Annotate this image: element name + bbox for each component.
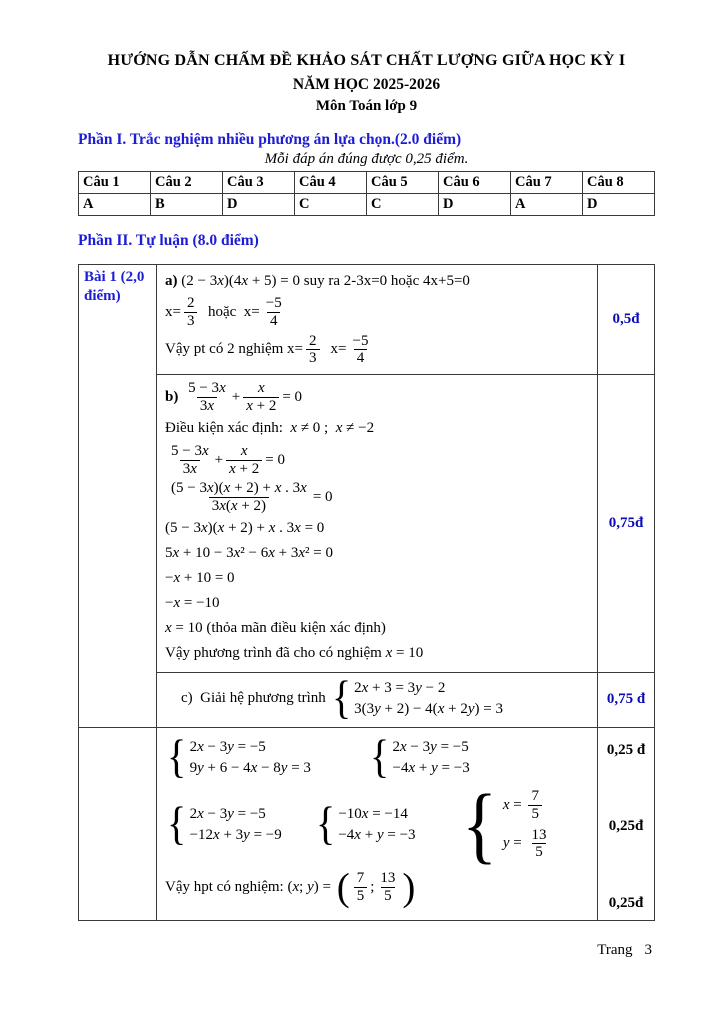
paren-content	[351, 870, 402, 905]
math-variable: x	[257, 380, 265, 397]
system-row	[338, 827, 415, 844]
math-run	[241, 443, 248, 459]
math-run: 9y + 6 − 4x − 8y = 3	[189, 759, 311, 776]
math-line	[165, 672, 591, 725]
system-rows	[338, 804, 415, 846]
math-variable: x	[240, 442, 248, 459]
math-variable: y	[431, 759, 438, 776]
math-run: x = 10	[165, 620, 207, 637]
subject-title: Môn Toán lớp 9	[315, 98, 418, 114]
math-line	[165, 418, 591, 440]
math-variable: x	[197, 738, 204, 755]
document-title: HƯỚNG DẪN CHẤM ĐỀ KHẢO SÁT CHẤT LƯỢNG GIỮA HỌC KỲ I	[107, 52, 626, 69]
math-run: x + 2	[229, 460, 260, 477]
math-variable: x	[201, 442, 209, 459]
math-line	[165, 295, 591, 330]
open-paren: (	[336, 865, 350, 909]
math-run: −5	[265, 295, 282, 311]
fraction-denominator	[528, 805, 542, 823]
footer-page-number	[597, 942, 652, 959]
math-variable: x	[400, 738, 407, 755]
fraction-numerator	[168, 480, 310, 497]
math-variable: x	[268, 545, 275, 562]
math-variable: x	[361, 805, 369, 822]
math-run: 2x + 3 = 3y − 2	[354, 679, 446, 696]
score-b: 0,75đ	[598, 375, 655, 673]
math-run: 5x + 10 − 3x² − 6x + 3x² = 0	[165, 545, 334, 562]
math-variable: x	[229, 460, 236, 477]
answer-table	[78, 171, 655, 216]
math-variable: x	[298, 545, 306, 562]
system-row	[190, 827, 282, 844]
math-variable: x	[230, 498, 238, 515]
system-row	[190, 806, 282, 823]
math-run: x + 2	[246, 397, 277, 414]
math-run: 2x − 3y = −5	[189, 805, 266, 822]
fraction-numerator	[354, 870, 368, 887]
fraction-denominator	[197, 397, 217, 415]
math-variable: x	[219, 380, 226, 397]
math-run: = 0	[282, 388, 303, 405]
equation-system	[461, 776, 553, 873]
answer-cell: A	[511, 194, 583, 216]
fraction-numerator	[185, 380, 229, 397]
footer-page: 3	[644, 942, 652, 958]
question-header-cell: Câu 4	[295, 172, 367, 194]
math-run: −x + 10 = 0	[165, 570, 235, 587]
system-rows	[393, 737, 470, 779]
answer-cell: A	[79, 194, 151, 216]
math-run: 13	[531, 826, 547, 843]
math-variable: x	[197, 805, 204, 822]
math-line	[165, 731, 591, 784]
math-variable: x	[219, 498, 226, 515]
answer-table-header-row	[79, 172, 655, 194]
text-run: x=	[330, 341, 347, 358]
title-block	[78, 52, 655, 115]
math-variable: x	[206, 480, 214, 497]
fraction-denominator	[184, 312, 198, 330]
close-paren: )	[402, 865, 416, 909]
math-variable: x	[246, 397, 253, 414]
math-run: 3x	[182, 460, 197, 477]
fraction	[377, 870, 398, 905]
question-header-cell: Câu 8	[583, 172, 655, 194]
score-step-3: 0,25đ	[608, 894, 644, 911]
math-variable: x	[437, 700, 445, 717]
math-run: −4x + y = −3	[392, 759, 470, 776]
system-row	[190, 739, 311, 756]
solution-row-a	[79, 265, 655, 375]
math-line	[165, 270, 591, 292]
system-brace: {	[315, 797, 335, 850]
fraction-denominator	[243, 397, 279, 415]
math-variable: y	[502, 835, 510, 852]
math-run: 3	[309, 350, 317, 367]
big-paren-group	[336, 865, 416, 909]
math-variable: x	[217, 272, 224, 289]
math-line	[165, 643, 591, 665]
text-run: (thỏa mãn điều kiện xác định)	[206, 620, 386, 637]
fraction-denominator	[226, 460, 262, 478]
answer-cell: D	[583, 194, 655, 216]
system-brace: {	[167, 797, 187, 850]
system-row	[393, 760, 470, 777]
math-variable: x	[408, 759, 416, 776]
question-header-cell: Câu 6	[439, 172, 511, 194]
math-variable: x	[292, 878, 300, 895]
math-line	[165, 443, 591, 478]
system-brace: {	[369, 731, 390, 784]
fraction-numerator	[377, 870, 398, 887]
solution-c-content	[157, 672, 598, 727]
math-run: 5 − 3x	[171, 442, 209, 459]
system-brace: {	[461, 776, 497, 873]
math-run: y =	[502, 835, 526, 852]
math-variable: x	[274, 480, 282, 497]
exercise-label-empty	[79, 727, 157, 920]
math-run: 7	[356, 870, 365, 887]
fraction-numerator	[528, 827, 549, 844]
fraction	[306, 333, 320, 368]
fraction	[528, 827, 549, 862]
part1-subtitle: Mỗi đáp án đúng được 0,25 điểm.	[264, 151, 469, 167]
math-variable: x	[294, 520, 301, 537]
math-variable: x	[173, 570, 181, 587]
math-line	[165, 543, 591, 565]
school-year-title: NĂM HỌC 2025-2026	[292, 76, 441, 93]
math-run: 2x − 3y = −5	[392, 738, 469, 755]
math-run: 3x	[199, 397, 214, 414]
fraction-numerator	[168, 443, 212, 460]
math-line	[165, 865, 591, 909]
math-variable: y	[430, 738, 437, 755]
score-c: 0,75 đ	[598, 672, 655, 727]
text-run: suy ra 2-3x=0 hoặc 4x+5=0	[299, 272, 470, 289]
system-row	[354, 680, 503, 697]
fraction-numerator	[528, 788, 542, 805]
text-run: hoặc x=	[200, 303, 260, 320]
math-run: (x; y) =	[287, 878, 335, 895]
system-brace: {	[331, 672, 351, 725]
math-run: (2 − 3x)(4x + 5) = 0	[181, 272, 300, 289]
math-variable: y	[376, 826, 384, 843]
system-rows	[503, 786, 553, 863]
math-run: 5	[531, 805, 539, 822]
solution-c-steps-content	[157, 727, 598, 920]
part2-heading: Phần II. Tự luận (8.0 điểm)	[78, 232, 259, 249]
math-run: = 0	[265, 451, 285, 468]
math-variable: x	[213, 826, 220, 843]
bold-text-run: b)	[165, 388, 183, 405]
score-stack	[600, 730, 652, 918]
math-run: 2x − 3y = −5	[189, 738, 266, 755]
answer-cell: C	[295, 194, 367, 216]
fraction	[226, 443, 262, 478]
text-run: Điều kiện xác định:	[165, 420, 291, 437]
equation-system	[315, 797, 416, 850]
math-run: 13	[380, 870, 396, 887]
fraction-numerator	[350, 333, 372, 350]
math-run: x ≠ 0 ; x ≠ −2	[290, 420, 375, 437]
answer-table-answer-row	[79, 194, 655, 216]
math-run	[258, 380, 265, 396]
math-run: 2	[186, 295, 195, 311]
math-run: −12x + 3y = −9	[189, 826, 282, 843]
question-header-cell: Câu 7	[511, 172, 583, 194]
bold-text-run: a)	[165, 272, 182, 289]
fraction-numerator	[263, 295, 285, 312]
math-variable: y	[280, 759, 288, 776]
math-line	[165, 480, 591, 515]
math-variable: x	[361, 679, 369, 696]
math-variable: y	[374, 700, 381, 717]
math-variable: x	[385, 645, 393, 662]
math-variable: x	[502, 796, 510, 813]
question-header-cell: Câu 5	[367, 172, 439, 194]
math-variable: x	[354, 826, 361, 843]
system-rows	[354, 678, 503, 720]
system-row	[393, 739, 470, 756]
math-variable: x	[290, 420, 298, 437]
footer-label: Trang	[597, 942, 633, 958]
system-row	[354, 701, 503, 718]
math-run: 3	[186, 312, 195, 329]
math-line	[165, 333, 591, 368]
system-brace: {	[167, 731, 187, 784]
fraction-numerator	[184, 295, 198, 312]
score-step-1: 0,25 đ	[606, 741, 646, 758]
fraction	[350, 333, 372, 368]
answer-cell: B	[151, 194, 223, 216]
fraction-denominator	[209, 497, 269, 515]
math-variable: x	[241, 272, 249, 289]
math-variable: x	[233, 545, 241, 562]
fraction	[263, 295, 285, 330]
math-line	[165, 618, 591, 640]
text-run: x=	[165, 303, 181, 320]
fraction-denominator	[532, 843, 546, 861]
equation-system	[167, 731, 311, 784]
math-variable: x	[190, 460, 197, 477]
solution-row-b	[79, 375, 655, 673]
math-run: 2	[309, 332, 317, 349]
system-row	[503, 788, 553, 823]
math-run: +	[214, 451, 224, 468]
fraction	[184, 295, 198, 330]
question-header-cell: Câu 3	[223, 172, 295, 194]
math-variable: y	[467, 700, 475, 717]
math-line	[165, 380, 591, 415]
math-run: (5 − 3x)(x + 2) + x . 3x	[171, 480, 307, 497]
math-variable: x	[165, 620, 172, 637]
math-run: −5	[352, 332, 369, 349]
math-variable: x	[173, 595, 181, 612]
math-variable: y	[307, 878, 314, 895]
solution-row-c-steps	[79, 727, 655, 920]
math-run: −10x = −14	[338, 805, 408, 822]
fraction	[168, 480, 310, 515]
math-variable: y	[243, 826, 250, 843]
question-header-cell: Câu 1	[79, 172, 151, 194]
math-variable: x	[335, 420, 343, 437]
math-variable: x	[250, 759, 258, 776]
fraction-numerator	[306, 333, 320, 350]
solution-row-c	[79, 672, 655, 727]
fraction-numerator	[255, 380, 268, 397]
fraction-denominator	[306, 349, 320, 367]
math-run: = 0	[312, 489, 333, 506]
math-run: ;	[370, 878, 375, 895]
solution-a-content	[157, 265, 598, 375]
math-run: −4x + y = −3	[338, 826, 416, 843]
fraction-numerator	[238, 443, 251, 460]
math-variable: x	[268, 520, 276, 537]
math-run: 5	[356, 887, 365, 904]
math-run: 4	[269, 312, 278, 329]
math-variable: x	[217, 520, 225, 537]
system-row	[503, 827, 553, 862]
math-run: x =	[502, 796, 526, 813]
math-run: −x = −10	[165, 595, 220, 612]
score-step-2: 0,25đ	[608, 818, 644, 835]
system-row	[190, 760, 311, 777]
text-run: Vậy pt có 2 nghiệm x=	[165, 341, 304, 358]
system-rows	[190, 804, 282, 846]
answer-cell: C	[367, 194, 439, 216]
system-row	[338, 806, 415, 823]
system-rows	[190, 737, 311, 779]
answer-cell: D	[223, 194, 295, 216]
text-run: Vậy hpt có nghiệm:	[165, 878, 288, 895]
math-line	[165, 518, 591, 540]
math-line	[165, 776, 591, 873]
math-run: 4	[356, 350, 365, 367]
equation-system	[167, 797, 282, 850]
math-run: 3(3y + 2) − 4(x + 2y) = 3	[354, 700, 503, 717]
math-run: +	[231, 388, 241, 405]
text-run: c) Giải hệ phương trình	[181, 690, 330, 707]
fraction-denominator	[381, 887, 395, 905]
math-variable: x	[207, 397, 214, 414]
math-run: 5	[535, 844, 543, 861]
equation-system	[331, 672, 503, 725]
math-variable: y	[227, 805, 234, 822]
score-a: 0,5đ	[598, 265, 655, 375]
equation-system	[369, 731, 470, 784]
math-variable: y	[227, 738, 234, 755]
math-variable: x	[300, 480, 307, 497]
math-run: 3x(x + 2)	[211, 498, 267, 515]
math-variable: x	[223, 480, 231, 497]
math-variable: y	[415, 679, 422, 696]
math-line	[165, 593, 591, 615]
math-run: 7	[531, 787, 539, 804]
math-variable: x	[200, 520, 208, 537]
solution-b-content	[157, 375, 598, 673]
fraction	[185, 380, 229, 415]
math-run: (5 − 3x)(x + 2) + x . 3x = 0	[165, 520, 325, 537]
math-line	[165, 568, 591, 590]
math-variable: x	[172, 545, 180, 562]
fraction	[168, 443, 212, 478]
math-run: x = 10	[385, 645, 424, 662]
fraction	[243, 380, 279, 415]
math-run: 5	[384, 887, 392, 904]
text-run: Vậy phương trình đã cho có nghiệm	[165, 645, 386, 662]
fraction-denominator	[354, 887, 368, 905]
answer-cell: D	[439, 194, 511, 216]
question-header-cell: Câu 2	[151, 172, 223, 194]
math-variable: y	[197, 759, 204, 776]
math-run: 5 − 3x	[188, 380, 226, 397]
score-c-steps	[598, 727, 655, 920]
fraction	[354, 870, 368, 905]
exercise-table	[78, 264, 655, 921]
fraction-denominator	[354, 349, 368, 367]
part1-heading: Phần I. Trắc nghiệm nhiều phương án lựa chọn.(2.0 điểm)	[78, 131, 462, 148]
fraction-denominator	[267, 312, 281, 330]
exercise-label: Bài 1 (2,0 điểm)	[79, 265, 157, 728]
fraction-denominator	[180, 460, 200, 478]
fraction	[528, 788, 542, 823]
